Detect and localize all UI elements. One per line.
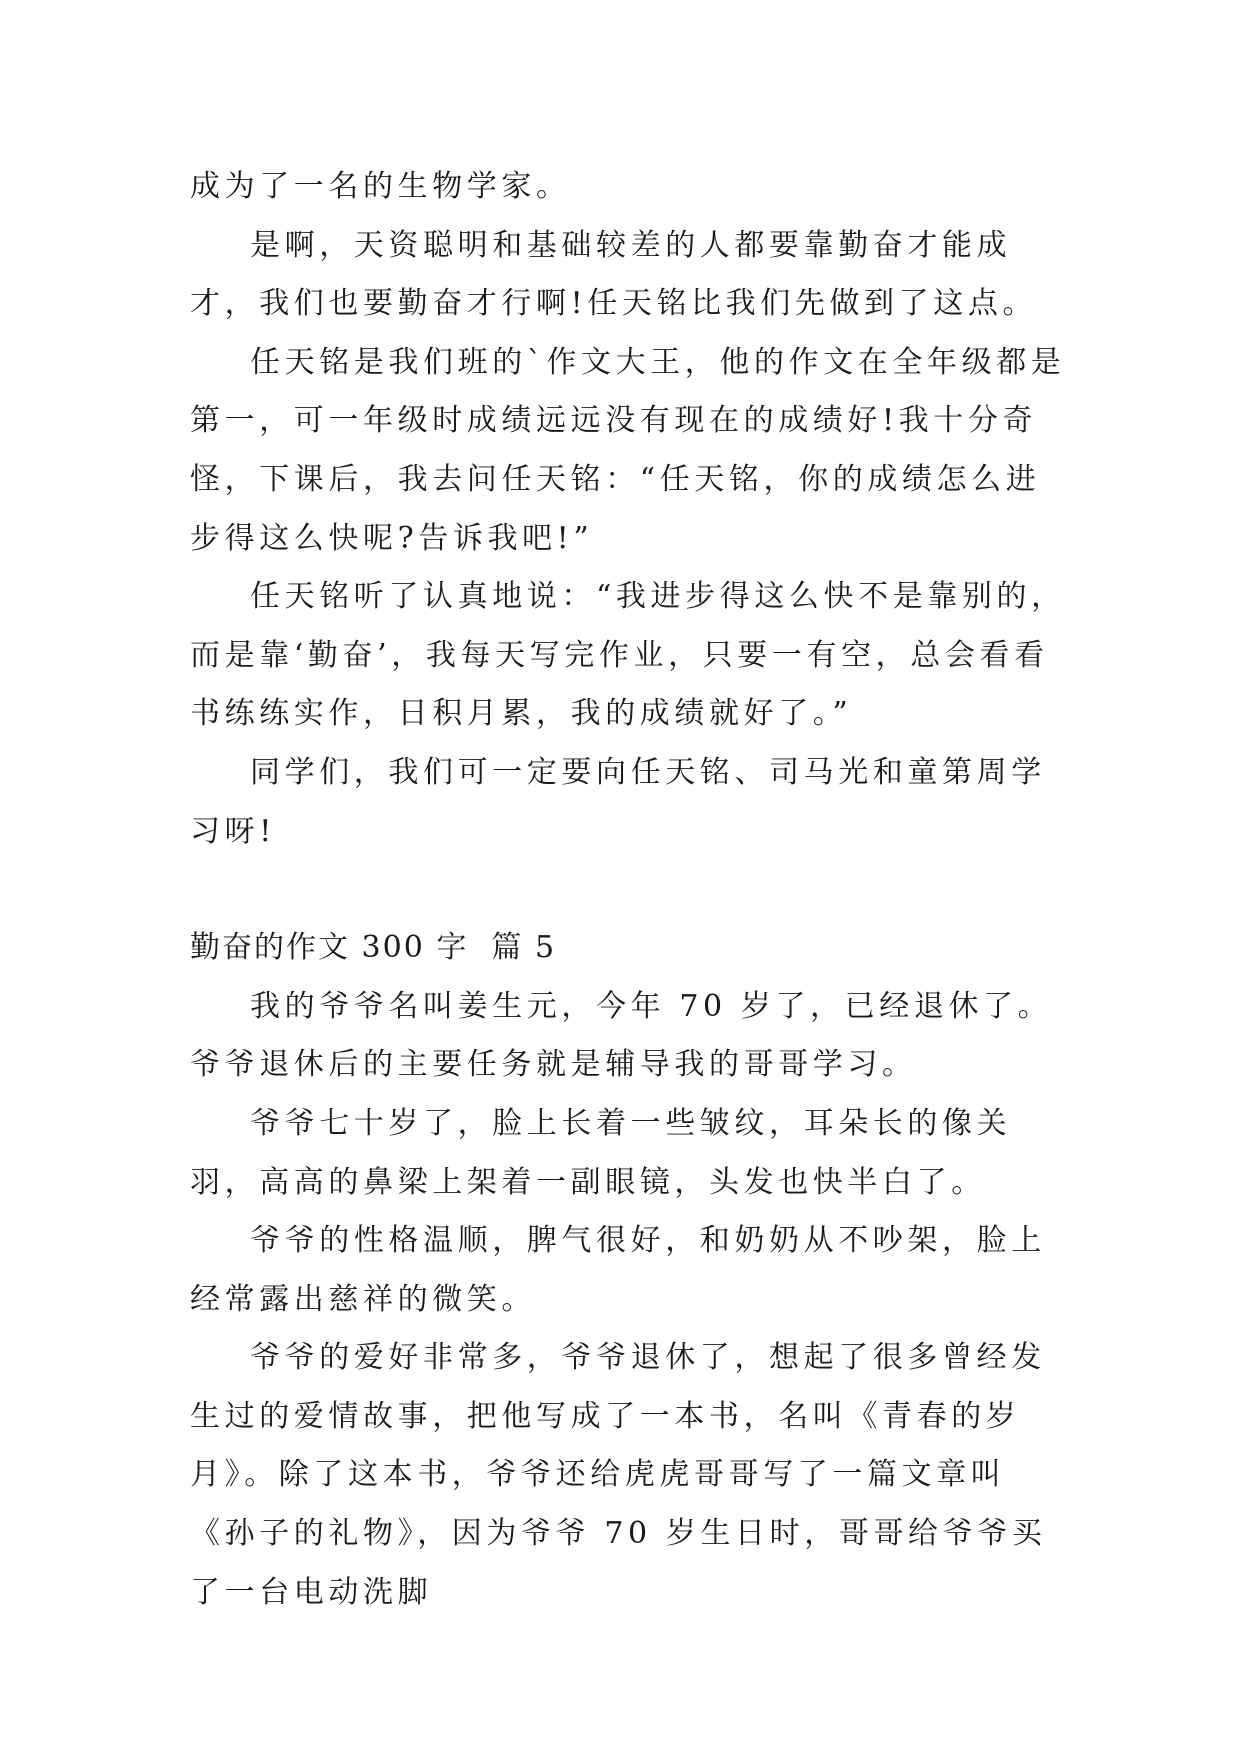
paragraph: 爷爷的性格温顺，脾气很好，和奶奶从不吵架，脸上经常露出慈祥的微笑。 [190,1223,1046,1317]
paragraph: 任天铭是我们班的`作文大王，他的作文在全年级都是第一，可一年级时成绩远远没有现在的成绩好!我十分奇怪，下课后，我去问任天铭：“任天铭，你的成绩怎么进步得这么快呢?告诉我吧!” [190,344,1066,556]
paragraph: 同学们，我们可一定要向任天铭、司马光和童第周学习呀! [190,754,1046,849]
paragraph-continued: 成为了一名的生物学家。 [190,169,571,204]
paragraph: 是啊，天资聪明和基础较差的人都要靠勤奋才能成才，我们也要勤奋才行啊!任天铭比我们先做到了这点。 [190,227,1038,322]
paragraph: 我的爷爷名叫姜生元，今年 70 岁了，已经退休了。爷爷退休后的主要任务就是辅导我的哥哥学习。 [190,988,1053,1083]
section-heading: 勤奋的作文 300 字 篇 5 [190,930,557,966]
paragraph: 爷爷七十岁了，脸上长着一些皱纹，耳朵长的像关羽，高高的鼻梁上架着一副眼镜，头发也快半白了。 [190,1105,1012,1200]
paragraph: 任天铭听了认真地说：“我进步得这么快不是靠别的，而是靠‘勤奋’，我每天写完作业，只要一有空，总会看看书练练实作，日积月累，我的成绩就好了。” [190,579,1066,732]
paragraph: 爷爷的爱好非常多，爷爷退休了，想起了很多曾经发生过的爱情故事，把他写成了一本书，名叫《青春的岁月》。除了这本书，爷爷还给虎虎哥哥写了一篇文章叫《孙子的礼物》，因为爷爷 70 岁生日时，哥哥给爷爷买了一台电动洗脚 [190,1340,1047,1610]
document-body [190,158,1070,1622]
